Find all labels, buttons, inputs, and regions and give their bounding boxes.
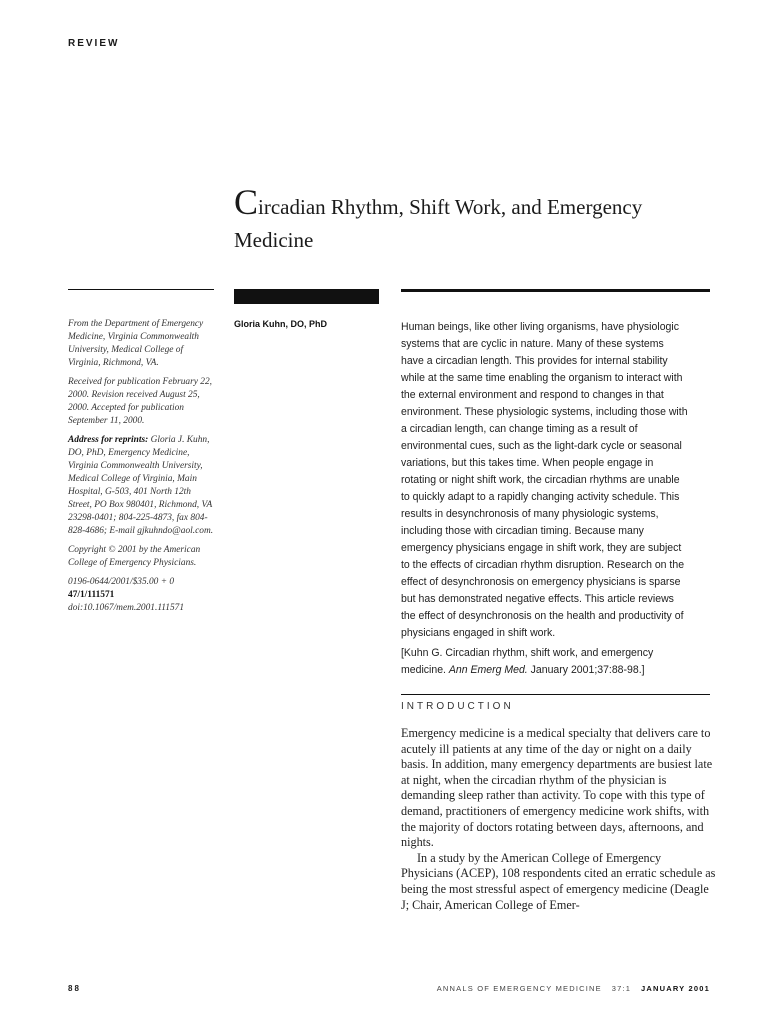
title-bar xyxy=(234,289,379,304)
address-text: Gloria J. Kuhn, DO, PhD, Emergency Medicine, Virginia Commonwealth University, Medical College of Virginia, Main Hospital, G-503, 401 North 12th Street, PO Box 980401, Richmond, VA 23298-0401; 804-225-4873, fax 804-828-4686; E-mail gjkuhndo@aol.com. xyxy=(68,435,214,536)
footer-journal: ANNALS OF EMERGENCY MEDICINE xyxy=(436,984,602,993)
footer-volume: 37:1 xyxy=(611,984,632,993)
right-divider xyxy=(401,289,710,292)
abstract-text: Human beings, like other living organisms, have physiologic systems that are cyclic in nature. Many of these systems have a circadian length. This provides for internal stability while at the same time enabling the organism to interact with the external environment and respond to changes in that environment. These physiologic systems, including those with a circadian length, can change timing as a result of environmental cues, such as the light-dark cycle or seasonal variations, but this takes time. When people engage in rotating or night shift work, the circadian rhythms are unable to quickly adapt to a rapidly changing activity schedule. This results in desynchronosis of many physiologic systems, including those with circadian timing. Because many emergency physicians engage in shift work, they are subject to the effects of circadian rhythm disruption. Research on the effect of desynchronosis on emergency physicians is sparse but has demonstrated negative effects. This article reviews the effect of desynchronosis on the health and productivity of physicians engaged in shift work. xyxy=(401,321,688,639)
doi[interactable]: doi:10.1067/mem.2001.111571 xyxy=(68,603,185,613)
title-line1: ircadian Rhythm, Shift Work, and Emergency xyxy=(258,195,643,219)
citation-prefix: [Kuhn G. Circadian rhythm, shift work, and emergency medicine. xyxy=(401,647,654,676)
citation-suffix: January 2001;37:88-98.] xyxy=(530,664,645,676)
intro-heading: INTRODUCTION xyxy=(401,701,514,712)
article-code: 47/1/111571 xyxy=(68,590,115,600)
citation xyxy=(401,645,689,679)
intro-divider xyxy=(401,694,710,695)
affiliation-copyright: Copyright © 2001 by the American College of Emergency Physicians. xyxy=(68,545,201,568)
address-label: Address for reprints: xyxy=(68,435,149,445)
issn: 0196-0644/2001/$35.00 + 0 xyxy=(68,577,175,587)
body-paragraph-2: In a study by the American College of Emergency Physicians (ACEP), 108 respondents cited an erratic schedule as being the most stressful aspect of emergency medicine (Deagle J; Chair, American College of Emer- xyxy=(401,850,716,912)
body-paragraph-1: Emergency medicine is a medical specialty that delivers care to acutely ill patients at any time of the day or night on a daily basis. In addition, many emergency departments are busiest late at night, when the circadian rhythm of the physician is demanding sleep rather than activity. To cope with this type of demand, practitioners of emergency medicine work shifts, with the majority of doctors rotating between days, afternoons, and nights. xyxy=(401,726,713,850)
affiliation-from: From the Department of Emergency Medicine, Virginia Commonwealth University, Medical College of Virginia, Richmond, VA. xyxy=(68,319,204,368)
body-text xyxy=(401,726,716,913)
abstract xyxy=(401,319,689,642)
affiliation-address xyxy=(68,434,214,538)
article-title xyxy=(234,182,724,257)
affiliation-received: Received for publication February 22, 2000. Revision received August 25, 2000. Accepted for publication September 11, 2000. xyxy=(68,377,212,426)
left-divider xyxy=(68,289,214,290)
page-number: 88 xyxy=(68,984,81,993)
running-footer xyxy=(437,984,710,993)
affiliation-block xyxy=(68,318,214,615)
citation-journal: Ann Emerg Med. xyxy=(448,664,528,676)
footer-date: JANUARY 2001 xyxy=(640,984,710,993)
section-label: REVIEW xyxy=(68,38,120,49)
title-line2: Medicine xyxy=(234,228,314,252)
author-name: Gloria Kuhn, DO, PhD xyxy=(234,319,328,329)
title-dropcap: C xyxy=(234,182,259,222)
